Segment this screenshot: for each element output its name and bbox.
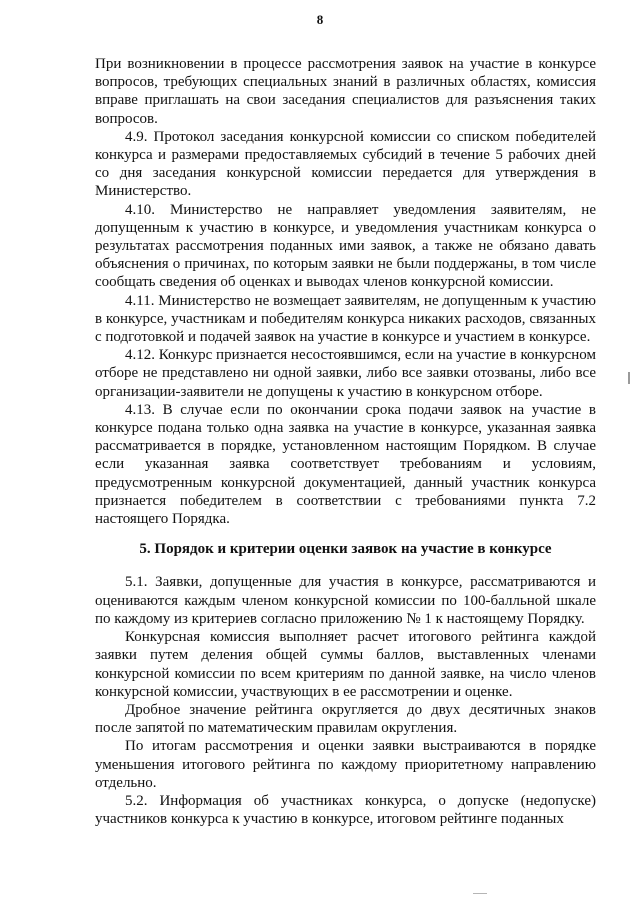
paragraph-4-10: 4.10. Министерство не направляет уведомления заявителям, не допущенным к участию в конкурсе, и уведомления участникам конкурса о результатах рассмотрения поданных ими заявок, а также не обязано давать объяснения о причинах, по которым заявки не были поддержаны, в том числе сообщать сведения об оценках и выводах членов конкурсной комиссии. (95, 201, 596, 291)
paragraph-5-2: 5.2. Информация об участниках конкурса, о допуске (недопуске) участников конкурса к участию в конкурсе, итоговом рейтинге поданных (95, 792, 596, 828)
paragraph-4-12: 4.12. Конкурс признается несостоявшимся, если на участие в конкурсном отборе не представлено ни одной заявки, либо все заявки отозваны, либо все организации-заявители не допущены к участию в конкурсном отборе. (95, 347, 596, 400)
paragraph-rating-calculation: Конкурсная комиссия выполняет расчет итогового рейтинга каждой заявки путем деления общей суммы баллов, выставленных членами конкурсной комиссии по всем критериям по данной заявке, на число членов конкурсной комиссии, участвующих в ее рассмотрении и оценке. (95, 629, 596, 700)
scan-bottom-mark (473, 893, 487, 894)
paragraph-continuation: При возникновении в процессе рассмотрения заявок на участие в конкурсе вопросов, требующих специальных знаний в различных областях, комиссия вправе приглашать на свои заседания специалистов для разъяснения таких вопросов. (95, 56, 596, 127)
paragraph-ordering: По итогам рассмотрения и оценки заявки выстраиваются в порядке уменьшения итогового рейтинга по каждому приоритетному направлению отдельно. (95, 738, 596, 791)
paragraph-4-13: 4.13. В случае если по окончании срока подачи заявок на участие в конкурсе подана только одна заявка на участие в конкурсе, указанная заявка рассматривается в порядке, установленном настоящим Порядком. В случае если указанная заявка соответствует требованиям и условиям, предусмотренным конкурсной документацией, данный участник конкурса признается победителем в соответствии с требованиями пункта 7.2 настоящего Порядка. (95, 401, 596, 528)
paragraph-4-9: 4.9. Протокол заседания конкурсной комиссии со списком победителей конкурса и размерами предоставляемых субсидий в течение 5 рабочих дней со дня заседания конкурсной комиссии передается для утверждения в Министерство. (95, 128, 596, 200)
scan-margin-mark (628, 372, 630, 384)
section-heading: 5. Порядок и критерии оценки заявок на участие в конкурсе (139, 541, 552, 558)
page-number: 8 (316, 12, 324, 27)
paragraph-4-11: 4.11. Министерство не возмещает заявителям, не допущенным к участию в конкурсе, участникам и победителям конкурса никаких расходов, связанных с подготовкой и подачей заявок на участие в конкурсе и участием в конкурсе. (95, 292, 596, 346)
paragraph-rounding: Дробное значение рейтинга округляется до двух десятичных знаков после запятой по математическим правилам округления. (95, 701, 596, 737)
document-body (95, 55, 596, 828)
paragraph-5-1: 5.1. Заявки, допущенные для участия в конкурсе, рассматриваются и оцениваются каждым членом конкурсной комиссии по 100-балльной шкале по каждому из критериев согласно приложению № 1 к настоящему Порядку. (95, 574, 596, 627)
